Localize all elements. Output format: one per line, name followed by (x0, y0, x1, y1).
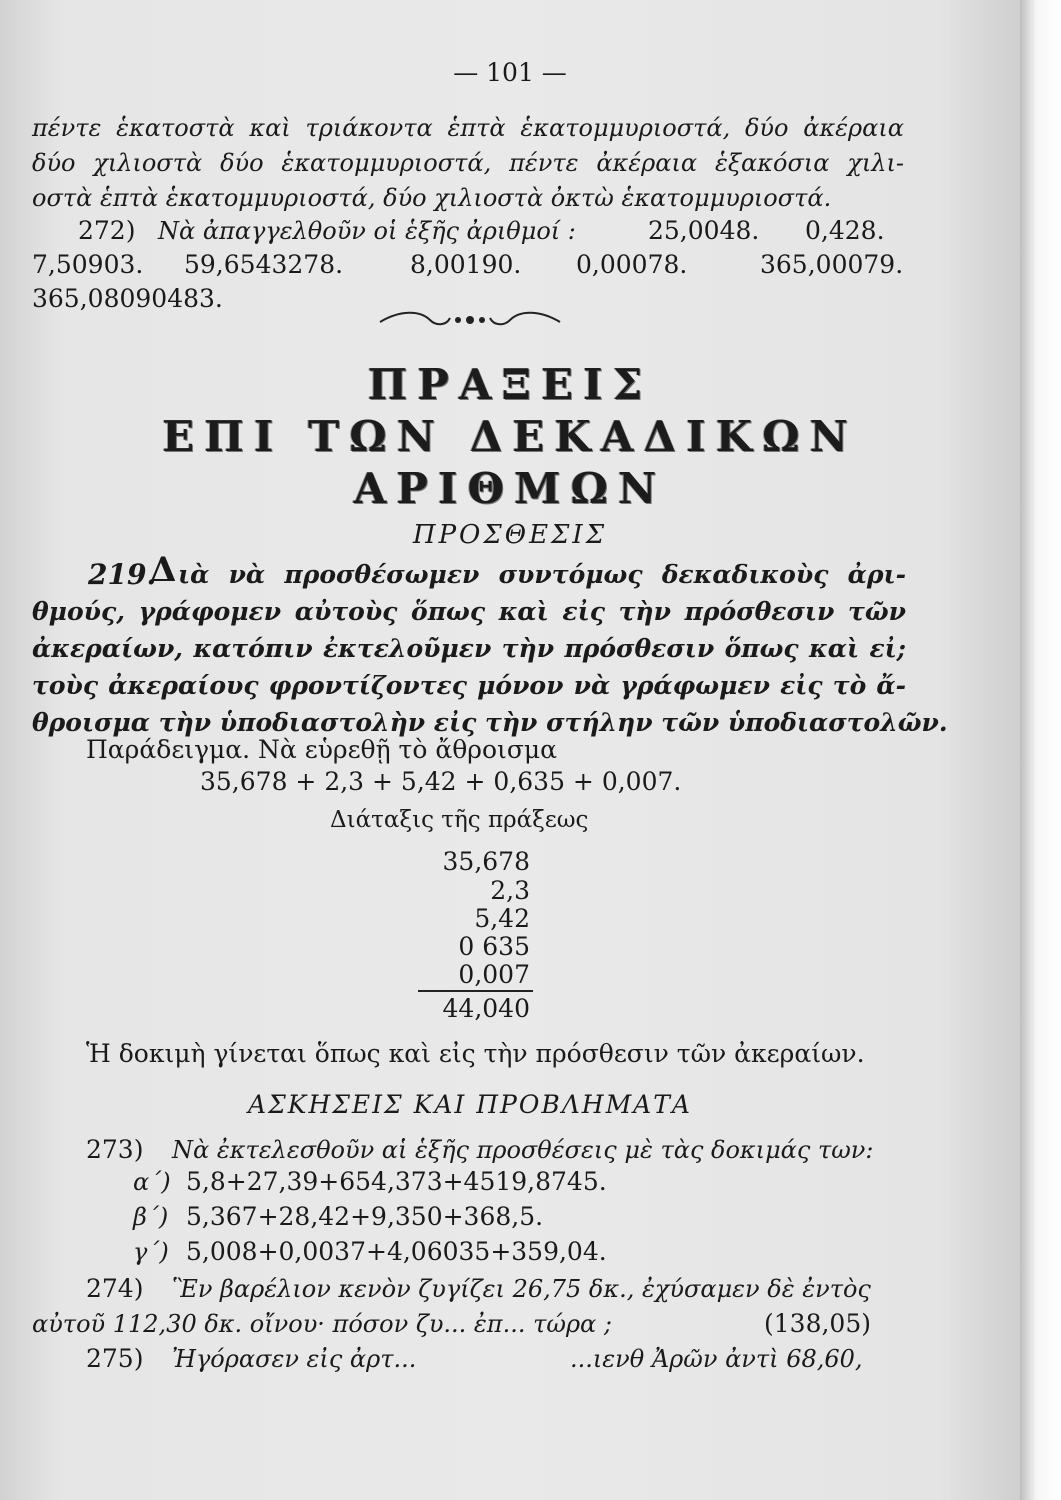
number-value: 0,428. (805, 216, 885, 245)
drop-capital: Δ (150, 550, 177, 590)
item-mark: γ΄) (133, 1238, 169, 1266)
exercise-number: 274) (86, 1274, 144, 1303)
text-line: πέντε ἑκατοστὰ καὶ τριάκοντα ἑπτὰ ἑκατομμυριοστά, δύο ἀκέραια (32, 114, 904, 142)
number-value: 365,08090483. (32, 284, 223, 313)
addend: 2,3 (490, 876, 530, 905)
text-line: δύο χιλιοστὰ δύο ἑκατομμυριοστά, πέντε ἀκέραια ἑξακόσια χιλι- (32, 149, 904, 177)
text-line: θροισμα τὴν ὑποδιαστολὴν εἰς τὴν στήλην τῶν ὑποδιαστολῶν. (32, 708, 948, 737)
number-value: 365,00079. (760, 250, 904, 279)
item-expression: 5,367+28,42+9,350+368,5. (186, 1202, 544, 1231)
section-number: 219. (88, 558, 157, 591)
text-line: ιὰ νὰ προσθέσωμεν συντόμως δεκαδικοὺς ἀρι- (178, 560, 906, 589)
addend: 0,007 (458, 960, 530, 989)
chapter-heading-line1: ΠΡΑΞΕΙΣ (367, 360, 653, 409)
number-value: 7,50903. (32, 250, 144, 279)
text-line: ἀκεραίων, κατόπιν ἐκτελοῦμεν τὴν πρόσθεσιν ὅπως καὶ εἰ; (32, 634, 906, 663)
item-expression: 5,8+27,39+654,373+4519,8745. (186, 1167, 607, 1196)
exercise-text: Νὰ ἀπαγγελθοῦν οἱ ἑξῆς ἀριθμοί : (158, 217, 576, 245)
exercise-text: Ἓν βαρέλιον κενὸν ζυγίζει 26,75 δκ., ἐχύσαμεν δὲ ἐντὸς (172, 1275, 871, 1303)
exercise-number: 273) (86, 1135, 144, 1164)
item-mark: α΄) (133, 1168, 171, 1196)
addend: 5,42 (474, 904, 530, 933)
exercise-text: Ἠγόρασεν εἰς ἀρτ... (172, 1345, 417, 1373)
chapter-heading-line2: ΕΠΙ ΤΩΝ ΔΕΚΑΔΙΚΩΝ (162, 412, 858, 461)
exercise-text: Νὰ ἐκτελεσθοῦν αἱ ἑξῆς προσθέσεις μὲ τὰς δοκιμάς των: (172, 1136, 874, 1164)
number-value: 8,00190. (410, 250, 522, 279)
layout-label: Διάταξις τῆς πράξεως (330, 807, 589, 833)
check-note: Ἡ δοκιμὴ γίνεται ὅπως καὶ εἰς τὴν πρόσθεσιν τῶν ἀκεραίων. (86, 1039, 865, 1068)
exercise-text: αὐτοῦ 112,30 δκ. οἴνου· πόσον ζυ... ἐπ... τώρα ; (32, 1310, 612, 1338)
sum-value: 44,040 (442, 994, 530, 1023)
sum-rule (418, 990, 533, 992)
item-mark: β΄) (133, 1203, 169, 1231)
example-label: Παράδειγμα. Νὰ εὑρεθῇ τὸ ἄθροισμα (86, 735, 558, 764)
number-value: 0,00078. (576, 250, 688, 279)
text-line: τοὺς ἀκεραίους φροντίζοντες μόνον νὰ γράφωμεν εἰς τὸ ἄ- (32, 671, 906, 700)
item-expression: 5,008+0,0037+4,06035+359,04. (186, 1237, 607, 1266)
example-expression: 35,678 + 2,3 + 5,42 + 0,635 + 0,007. (200, 767, 682, 796)
page-number: — 101 — (453, 58, 567, 87)
text-line: θμούς, γράφομεν αὐτοὺς ὅπως καὶ εἰς τὴν πρόσθεσιν τῶν (32, 597, 906, 626)
addend: 35,678 (442, 847, 530, 876)
number-value: 59,6543278. (184, 250, 344, 279)
section-title: ΠΡΟΣΘΕΣΙΣ (412, 520, 608, 550)
ornament-divider (370, 306, 570, 334)
answer-value: (138,05) (764, 1309, 871, 1338)
addend: 0 635 (458, 932, 530, 961)
number-value: 25,0048. (648, 216, 760, 245)
exercises-title: ΑΣΚΗΣΕΙΣ ΚΑΙ ΠΡΟΒΛΗΜΑΤΑ (248, 1090, 692, 1119)
text-line: οστὰ ἑπτὰ ἑκατομμυριοστά, δύο χιλιοστὰ ὀκτὼ ἑκατομμυριοστά. (32, 184, 832, 212)
page-edge (1020, 0, 1061, 1500)
exercise-text: ...ιενθ Ἀρῶν ἀντὶ 68,60, (570, 1345, 863, 1373)
chapter-heading-line3: ΑΡΙΘΜΩΝ (353, 464, 667, 513)
exercise-number: 275) (86, 1344, 144, 1373)
exercise-number: 272) (78, 216, 136, 245)
